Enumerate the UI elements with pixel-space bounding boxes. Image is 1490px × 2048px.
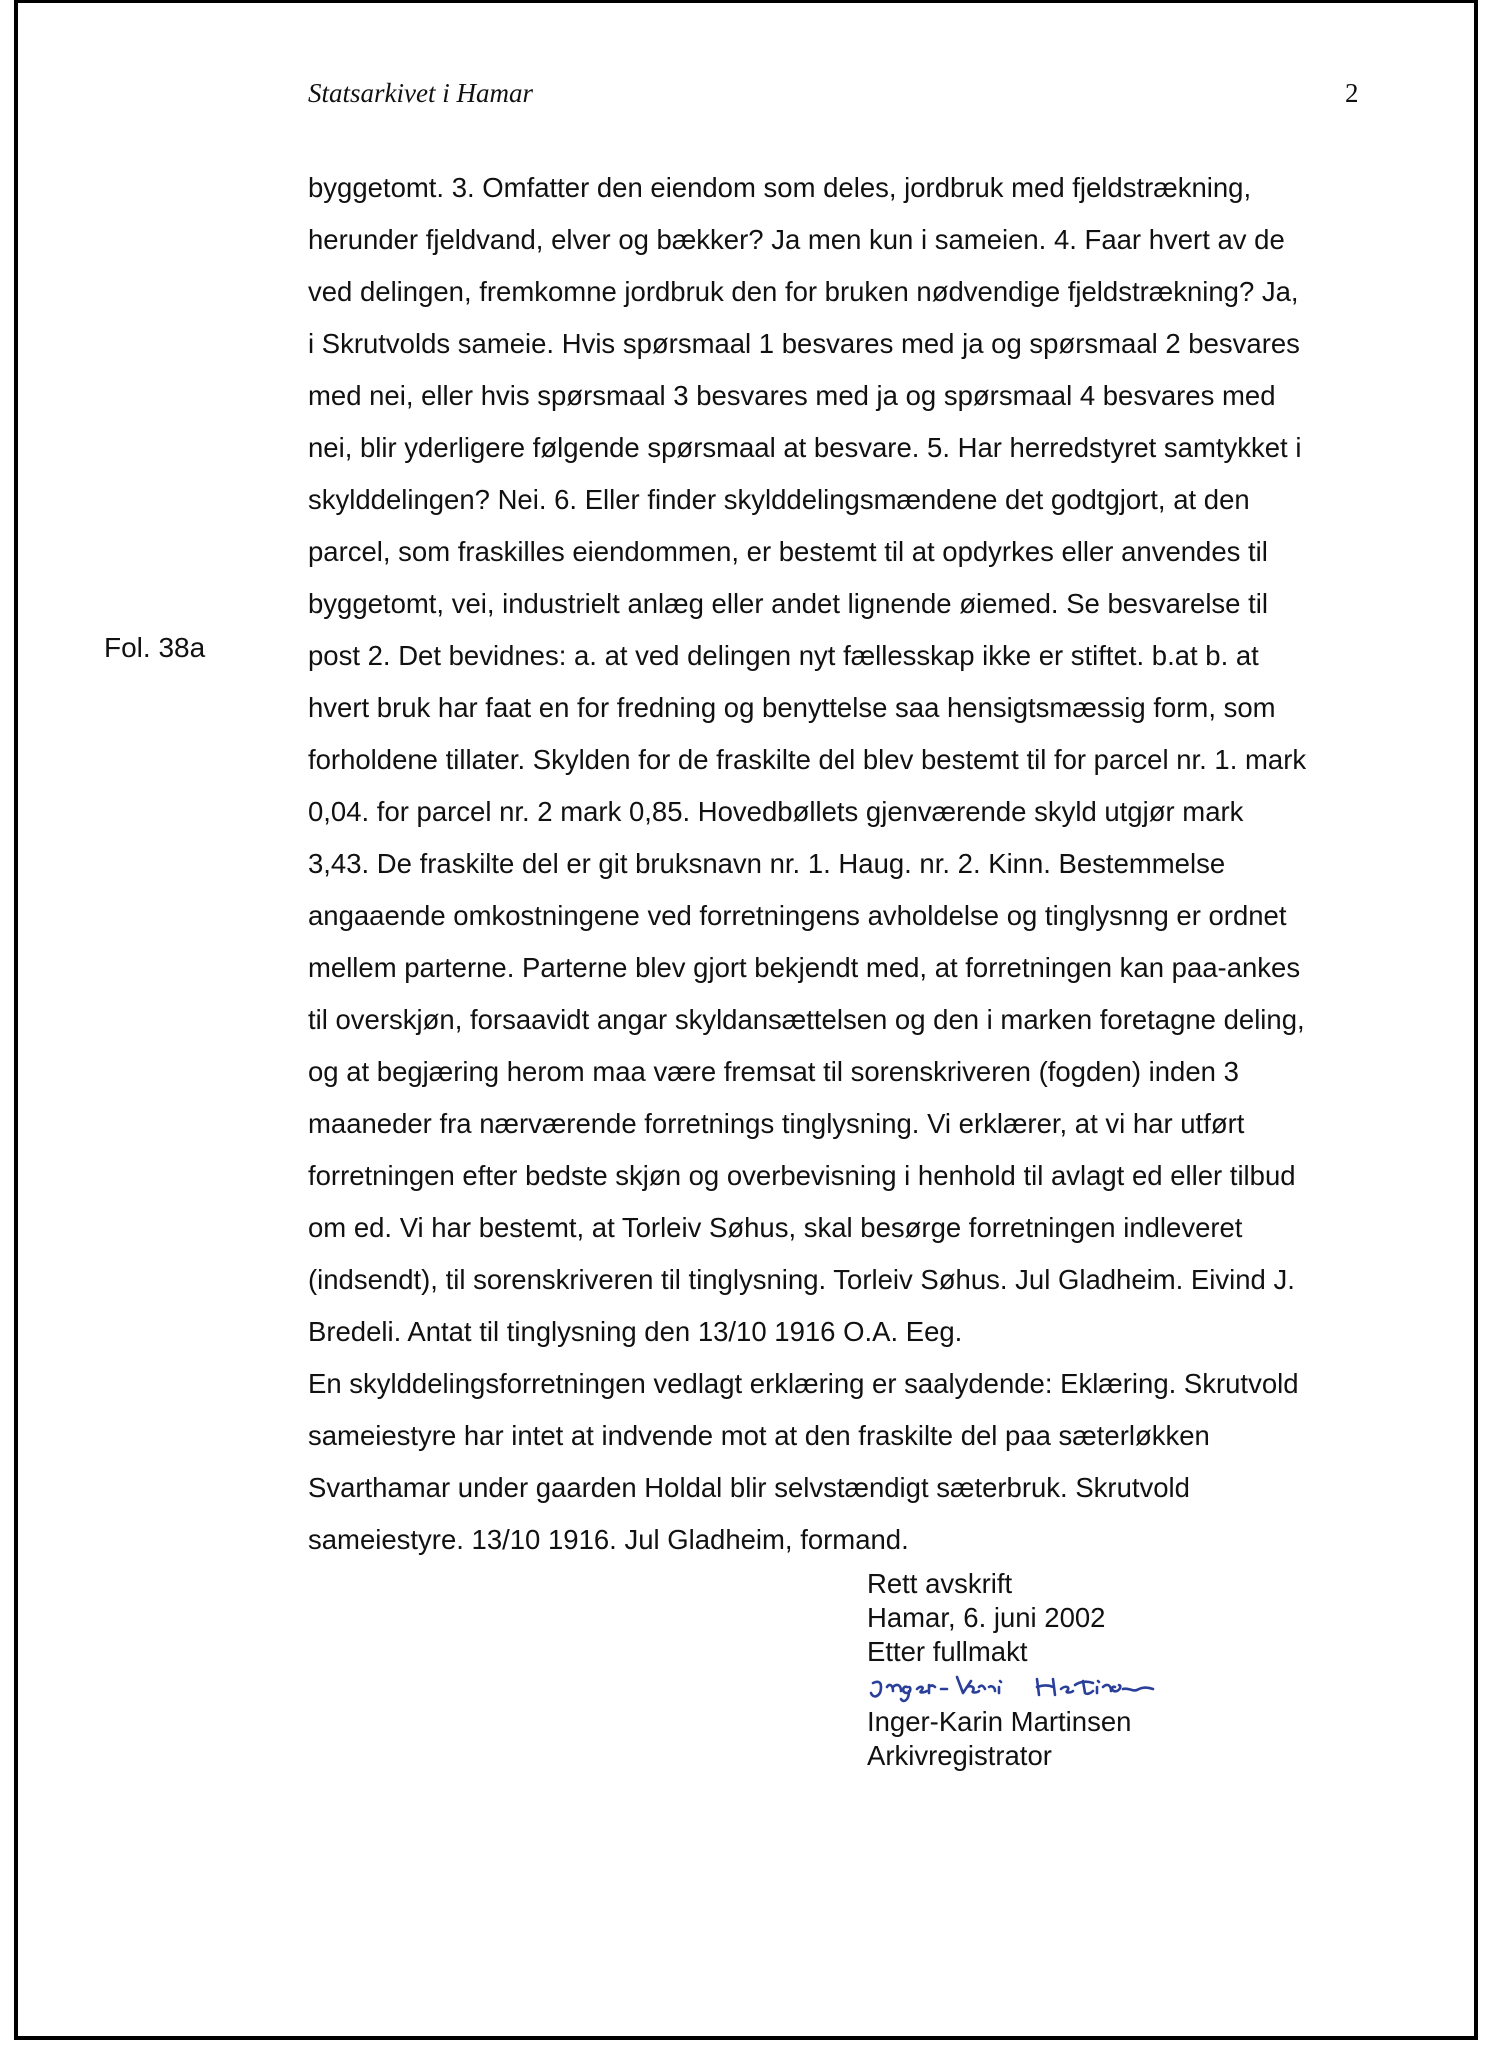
- text-line: sameiestyre har intet at indvende mot at den fraskilte del paa sæterløkken: [308, 1420, 1210, 1451]
- text-line: mellem parterne. Parterne blev gjort bekjendt med, at forretningen kan paa-ankes: [308, 952, 1301, 983]
- text-line: og at begjæring herom maa være fremsat til sorenskriveren (fogden) inden 3: [308, 1056, 1239, 1087]
- signature-block: [867, 1567, 1227, 1773]
- folio-margin-note: Fol. 38a: [104, 632, 206, 663]
- place-date: Hamar, 6. juni 2002: [867, 1602, 1106, 1633]
- text-line: En skylddelingsforretningen vedlagt erklæring er saalydende: Eklæring. Skrutvold: [308, 1368, 1299, 1399]
- text-line: Svarthamar under gaarden Holdal blir selvstændigt sæterbruk. Skrutvold: [308, 1472, 1190, 1503]
- text-line: sameiestyre. 13/10 1916. Jul Gladheim, formand.: [308, 1524, 909, 1555]
- text-line: hvert bruk har faat en for fredning og benyttelse saa hensigtsmæssig form, som: [308, 692, 1276, 723]
- text-line: forholdene tillater. Skylden for de fraskilte del blev bestemt til for parcel nr. 1. mark: [308, 744, 1307, 775]
- signatory-title: Arkivregistrator: [867, 1740, 1052, 1771]
- text-line: post 2. Det bevidnes: a. at ved delingen nyt fællesskap ikke er stiftet. b.at b. at: [308, 640, 1259, 671]
- text-line: nei, blir yderligere følgende spørsmaal at besvare. 5. Har herredstyret samtykket i: [308, 432, 1302, 463]
- text-line: byggetomt, vei, industrielt anlæg eller andet lignende øiemed. Se besvarelse til: [308, 588, 1268, 619]
- text-line: Bredeli. Antat til tinglysning den 13/10 1916 O.A. Eeg.: [308, 1316, 963, 1347]
- text-line: med nei, eller hvis spørsmaal 3 besvares med ja og spørsmaal 4 besvares med: [308, 380, 1276, 411]
- text-line: ved delingen, fremkomne jordbruk den for bruken nødvendige fjeldstrækning? Ja,: [308, 276, 1299, 307]
- page-number: 2: [1345, 78, 1359, 108]
- text-line: i Skrutvolds sameie. Hvis spørsmaal 1 besvares med ja og spørsmaal 2 besvares: [308, 328, 1300, 359]
- signatory-name: Inger-Karin Martinsen: [867, 1706, 1132, 1737]
- handwritten-signature: [867, 1669, 1227, 1705]
- text-line: byggetomt. 3. Omfatter den eiendom som deles, jordbruk med fjeldstrækning,: [308, 172, 1252, 203]
- text-line: maaneder fra nærværende forretnings tinglysning. Vi erklærer, at vi har utført: [308, 1108, 1245, 1139]
- text-line: til overskjøn, forsaavidt angar skyldansættelsen og den i marken foretagne deling,: [308, 1004, 1305, 1035]
- text-line: 3,43. De fraskilte del er git bruksnavn nr. 1. Haug. nr. 2. Kinn. Bestemmelse: [308, 848, 1226, 879]
- certified-copy-label: Rett avskrift: [867, 1568, 1013, 1599]
- text-line: herunder fjeldvand, elver og bækker? Ja men kun i sameien. 4. Faar hvert av de: [308, 224, 1285, 255]
- archive-header-title: Statsarkivet i Hamar: [308, 78, 533, 108]
- text-line: skylddelingen? Nei. 6. Eller finder skylddelingsmændene det godtgjort, at den: [308, 484, 1250, 515]
- text-line: parcel, som fraskilles eiendommen, er bestemt til at opdyrkes eller anvendes til: [308, 536, 1268, 567]
- authorization-note: Etter fullmakt: [867, 1636, 1028, 1667]
- text-line: forretningen efter bedste skjøn og overbevisning i henhold til avlagt ed eller tilbud: [308, 1160, 1296, 1191]
- text-line: angaaende omkostningene ved forretningens avholdelse og tinglysnng er ordnet: [308, 900, 1287, 931]
- text-line: 0,04. for parcel nr. 2 mark 0,85. Hovedbøllets gjenværende skyld utgjør mark: [308, 796, 1244, 827]
- text-line: (indsendt), til sorenskriveren til tinglysning. Torleiv Søhus. Jul Gladheim. Eivind J.: [308, 1264, 1295, 1295]
- document-body: [308, 162, 1398, 1566]
- text-line: om ed. Vi har bestemt, at Torleiv Søhus, skal besørge forretningen indleveret: [308, 1212, 1243, 1243]
